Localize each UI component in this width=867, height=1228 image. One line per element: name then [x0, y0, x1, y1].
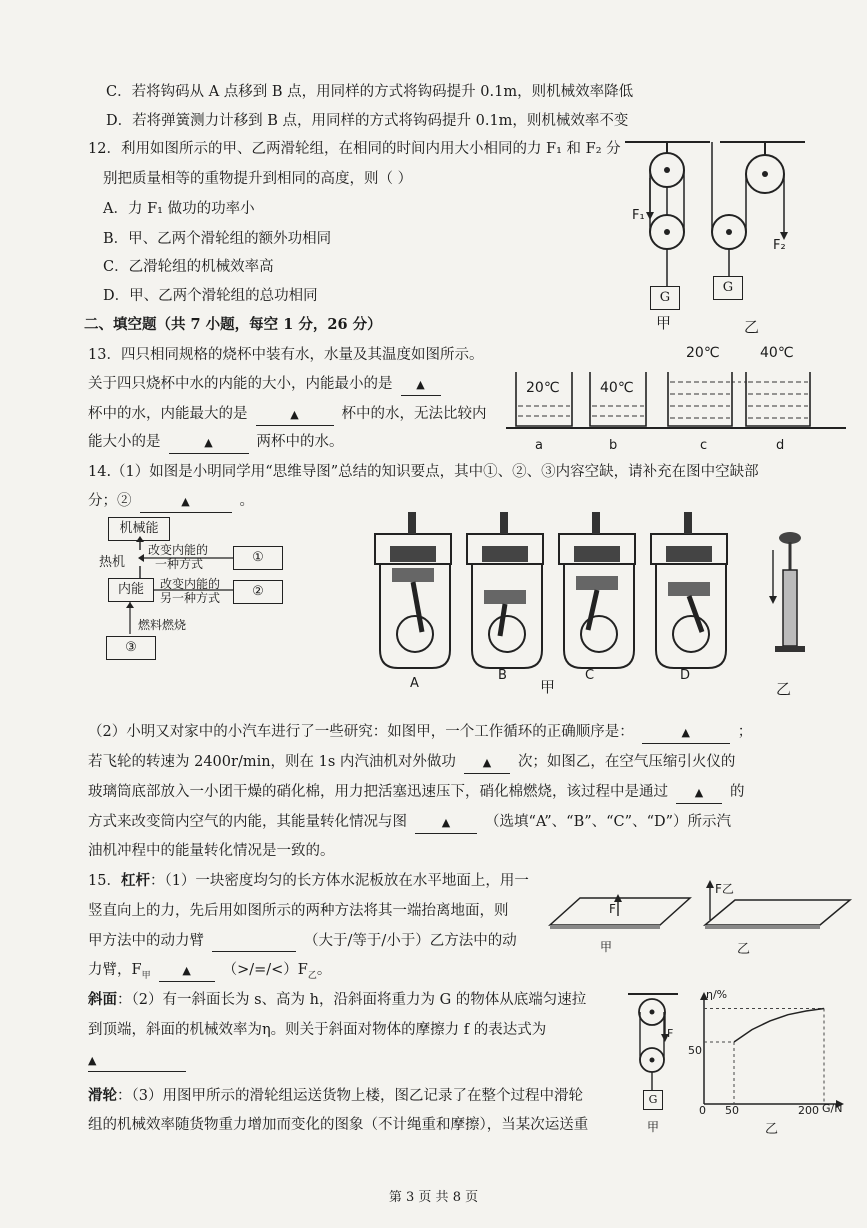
- mindmap-internal-energy: 内能: [108, 578, 154, 602]
- graph-yi-label: 乙: [765, 1122, 779, 1137]
- q15-line5: 斜面：（2）有一斜面长为 s、高为 h，沿斜面将重力为 G 的物体从底端匀速拉: [88, 991, 587, 1008]
- graph-x-tick-50: 50: [725, 1104, 739, 1117]
- q11-option-d: D．若将弹簧测力计移到 B 点，用同样的方式将钩码提升 0.1m，则机械效率不变: [106, 113, 629, 129]
- mindmap-arrows: [100, 510, 240, 640]
- q15-line8: 滑轮：（3）用图甲所示的滑轮组运送货物上楼，图乙记录了在整个过程中滑轮: [88, 1087, 583, 1104]
- graph-x-tick-200: 200: [798, 1104, 819, 1117]
- q13-beakers-figure: [506, 366, 846, 436]
- q11-option-c: C．若将钩码从 A 点移到 B 点，用同样的方式将钩码提升 0.1m，则机械效率降低: [106, 84, 634, 100]
- q14-part2-line1: （2）小明又对家中的小汽车进行了一些研究：如图甲，一个工作循环的正确顺序是： ▲ ；: [88, 722, 752, 744]
- q15-line2: 竖直向上的力，先后用如图所示的两种方法将其一端抬离地面，则: [88, 903, 509, 919]
- q13-line2: 关于四只烧杯中水的内能的大小，内能最小的是 ▲: [88, 374, 441, 396]
- q12-weight-g-jia: G: [650, 286, 680, 310]
- beaker-c-label: c: [700, 438, 708, 453]
- q12-option-d: D．甲、乙两个滑轮组的总功相同: [103, 288, 318, 304]
- q15-line7: ▲: [88, 1050, 186, 1072]
- q13-line1: 13．四只相同规格的烧杯中装有水，水量及其温度如图所示。: [88, 347, 484, 363]
- q15-line4: 力臂，$F_甲$ ▲ $(>/=/<)F_乙$。: [88, 962, 332, 981]
- page-footer: 第 3 页 共 8 页: [388, 1190, 479, 1205]
- q13-line3: 杯中的水，内能最大的是 ▲ 杯中的水，无法比较内: [88, 404, 487, 426]
- engine-b-label: B: [498, 668, 507, 683]
- q12-yi-label: 乙: [744, 318, 760, 336]
- mindmap-blank-2: ②: [233, 580, 283, 604]
- graph-ylabel: η/%: [706, 988, 728, 1001]
- lever-f-yi-label: F乙: [715, 882, 734, 896]
- q15-weight-g: G: [643, 1090, 663, 1110]
- q12-stem-line1: 12．利用如图所示的甲、乙两滑轮组，在相同的时间内用大小相同的力 F₁ 和 F₂ 分: [88, 141, 621, 157]
- q15-line6: 到顶端，斜面的机械效率为η。则关于斜面对物体的摩擦力 f 的表达式为: [88, 1022, 547, 1038]
- q14-part2-line2: 若飞轮的转速为 2400r/min，则在 1s 内汽油机对外做功 ▲ 次；如图乙，在空气压缩引火仪的: [88, 752, 735, 774]
- lever-f-jia-label: F: [609, 902, 616, 916]
- mindmap-heat-engine: 热机: [99, 555, 126, 570]
- mindmap-fuel-burning: 燃料燃烧: [138, 618, 187, 632]
- q14-line1: 14.（1）如图是小明同学用“思维导图”总结的知识要点，其中①、②、③内容空缺，请补充在图中空缺部: [88, 464, 759, 480]
- q14-part2-line4: 方式来改变筒内空气的内能，其能量转化情况与图 ▲ （选填“A”、“B”、“C”、“D”）所示汽: [88, 812, 731, 834]
- q14-part2-line5: 油机冲程中的能量转化情况是一致的。: [88, 843, 335, 859]
- engine-d-label: D: [680, 668, 691, 683]
- graph-y-tick-50: 50: [688, 1044, 702, 1057]
- q12-f1-label: F₁: [632, 208, 645, 223]
- q12-option-b: B．甲、乙两个滑轮组的额外功相同: [103, 231, 332, 247]
- mindmap-way2-a: 改变内能的: [160, 577, 221, 591]
- q15-line1: 15．杠杆：（1）一块密度均匀的长方体水泥板放在水平地面上，用一: [88, 872, 529, 889]
- lever-jia-label: 甲: [600, 940, 613, 954]
- mindmap-blank-1: ①: [233, 546, 283, 570]
- lever-yi-label: 乙: [737, 942, 751, 957]
- q12-option-a: A．力 F₁ 做功的功率小: [103, 201, 255, 217]
- efficiency-graph: [690, 990, 850, 1120]
- mindmap-blank-3: ③: [106, 636, 156, 660]
- graph-xlabel: G/N: [822, 1102, 843, 1115]
- mindmap-way2-b: 另一种方式: [160, 591, 221, 605]
- fire-syringe-figure: [765, 530, 815, 660]
- q12-weight-g-yi: G: [713, 276, 743, 300]
- q12-option-c: C．乙滑轮组的机械效率高: [103, 259, 274, 275]
- engine-jia-label: 甲: [540, 678, 556, 696]
- q14-engine-strokes-figure: [370, 510, 740, 678]
- q15-lever-figure: [540, 880, 850, 940]
- engine-b: [467, 512, 543, 668]
- q15-line9: 组的机械效率随货物重力增加而变化的图象（不计绳重和摩擦），当某次运送重: [88, 1117, 589, 1133]
- graph-x-tick-0: 0: [699, 1104, 706, 1117]
- beaker-d-temp: 40℃: [760, 345, 794, 361]
- fire-syringe-yi-label: 乙: [776, 680, 792, 698]
- engine-c: [559, 512, 635, 668]
- beaker-a-temp: 20℃: [526, 380, 560, 396]
- mindmap-way1-b: 一种方式: [155, 557, 204, 571]
- efficiency-curve: [734, 1009, 824, 1043]
- q15-line3: 甲方法中的动力臂 （大于/等于/小于）乙方法中的动: [88, 931, 517, 952]
- engine-a: [375, 512, 451, 668]
- q12-f2-label: F₂: [773, 238, 786, 253]
- beaker-b-label: b: [609, 438, 618, 453]
- section-2-heading: 二、填空题（共 7 小题，每空 1 分，26 分）: [84, 316, 382, 333]
- q14-line2: 分；② ▲ 。: [88, 491, 254, 513]
- q14-part2-line3: 玻璃筒底部放入一小团干燥的硝化棉，用力把活塞迅速压下，硝化棉燃烧，该过程中是通过 ▲ 的: [88, 782, 745, 804]
- q15-pulley-f-label: F: [667, 1027, 674, 1040]
- mindmap-way1-a: 改变内能的: [148, 543, 209, 557]
- engine-d: [651, 512, 727, 668]
- q12-stem-line2: 别把质量相等的重物提升到相同的高度，则（ ）: [103, 171, 413, 187]
- engine-c-label: C: [585, 668, 595, 683]
- engine-a-label: A: [410, 676, 419, 691]
- mindmap-mechanical-energy: 机械能: [108, 517, 170, 541]
- q12-jia-label: 甲: [656, 314, 672, 332]
- q15-pulley-jia-label: 甲: [647, 1120, 660, 1134]
- beaker-d-label: d: [776, 438, 785, 453]
- beaker-b-temp: 40℃: [600, 380, 634, 396]
- beaker-c-temp: 20℃: [686, 345, 720, 361]
- q13-line4: 能大小的是 ▲ 两杯中的水。: [88, 432, 344, 454]
- beaker-a-label: a: [535, 438, 543, 453]
